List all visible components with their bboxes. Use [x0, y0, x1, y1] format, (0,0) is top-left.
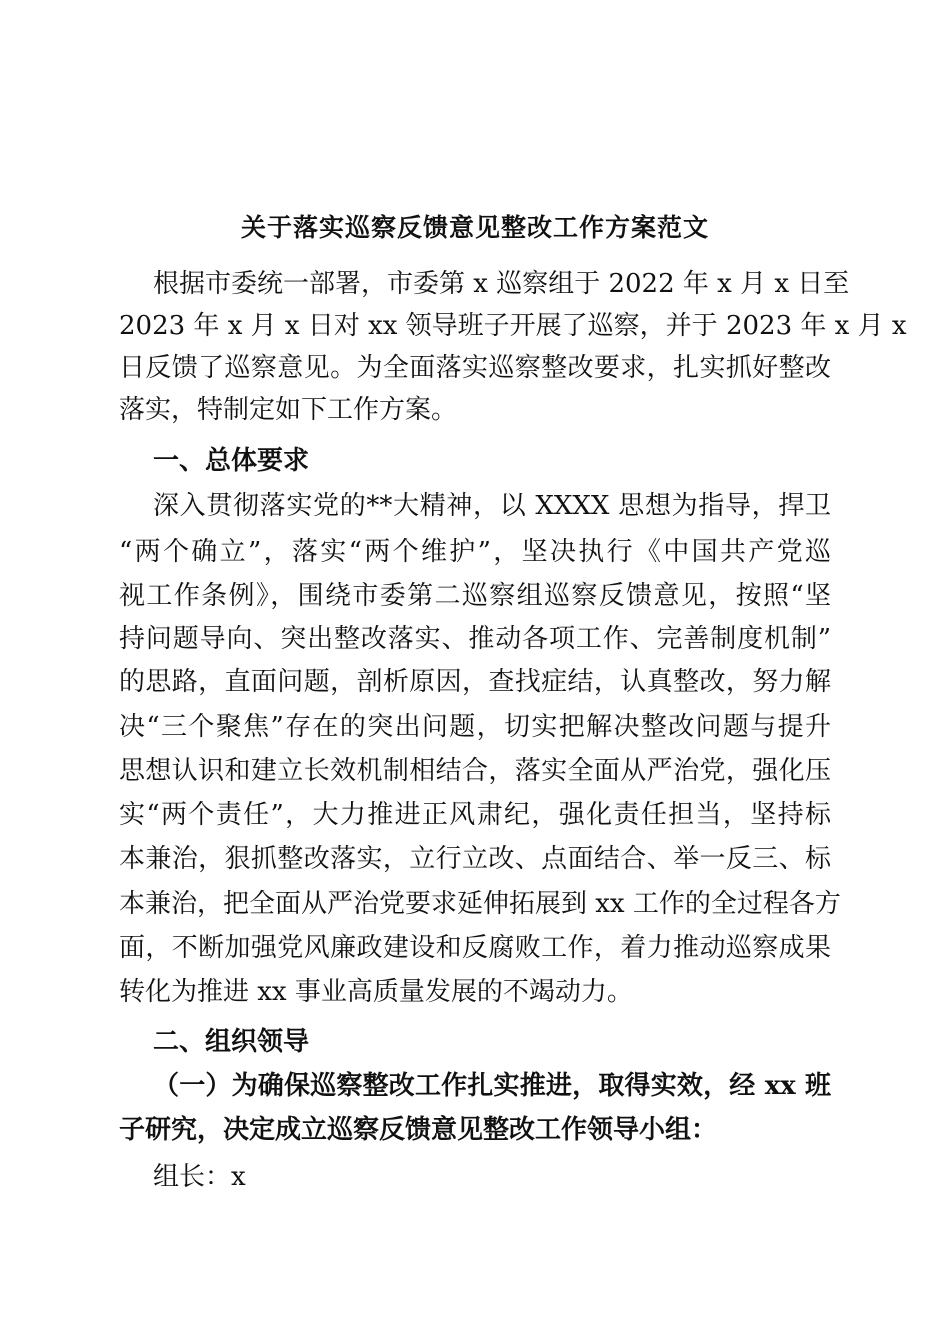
document-title: 关于落实巡察反馈意见整改工作方案范文	[240, 213, 709, 242]
section1-line-9: 本兼治，狠抓整改落实，立行立改、点面结合、举一反三、标	[119, 844, 831, 874]
group-leader-line: 组长：x	[153, 1162, 246, 1192]
section1-line-6: 决“三个聚焦”存在的突出问题，切实把解决整改问题与提升	[119, 712, 831, 742]
section1-line-12: 转化为推进 xx 事业高质量发展的不竭动力。	[119, 977, 633, 1007]
intro-line-4: 落实，特制定如下工作方案。	[119, 395, 458, 425]
section1-line-10: 本兼治，把全面从严治党要求延伸拓展到 xx 工作的全过程各方	[119, 889, 841, 919]
section1-line-5: 的思路，直面问题，剖析原因，查找症结，认真整改，努力解	[119, 667, 831, 697]
section2-line-2: 子研究，决定成立巡察反馈意见整改工作领导小组：	[119, 1115, 718, 1145]
section1-line-11: 面，不断加强党风廉政建设和反腐败工作，着力推动巡察成果	[119, 933, 831, 963]
intro-line-1: 根据市委统一部署，市委第 x 巡察组于 2022 年 x 月 x 日至	[153, 269, 850, 299]
section2-line-1: （一）为确保巡察整改工作扎实推进，取得实效，经 xx 班	[153, 1071, 831, 1101]
intro-line-2: 2023 年 x 月 x 日对 xx 领导班子开展了巡察，并于 2023 年 x 月 x	[119, 311, 907, 341]
section-heading-2: 二、组织领导	[153, 1027, 310, 1057]
section1-line-7: 思想认识和建立长效机制相结合，落实全面从严治党，强化压	[119, 756, 831, 786]
section1-line-3: 视工作条例》，围绕市委第二巡察组巡察反馈意见，按照“坚	[119, 581, 831, 611]
intro-line-3: 日反馈了巡察意见。为全面落实巡察整改要求，扎实抓好整改	[119, 353, 831, 383]
section1-line-4: 持问题导向、突出整改落实、推动各项工作、完善制度机制”	[119, 624, 831, 654]
section1-line-1: 深入贯彻落实党的**大精神，以 XXXX 思想为指导，捍卫	[153, 491, 831, 521]
section1-line-8: 实“两个责任”，大力推进正风肃纪，强化责任担当，坚持标	[119, 800, 831, 830]
section1-line-2: “两个确立”，落实“两个维护”，坚决执行《中国共产党巡	[119, 537, 831, 567]
section-heading-1: 一、总体要求	[153, 446, 310, 476]
